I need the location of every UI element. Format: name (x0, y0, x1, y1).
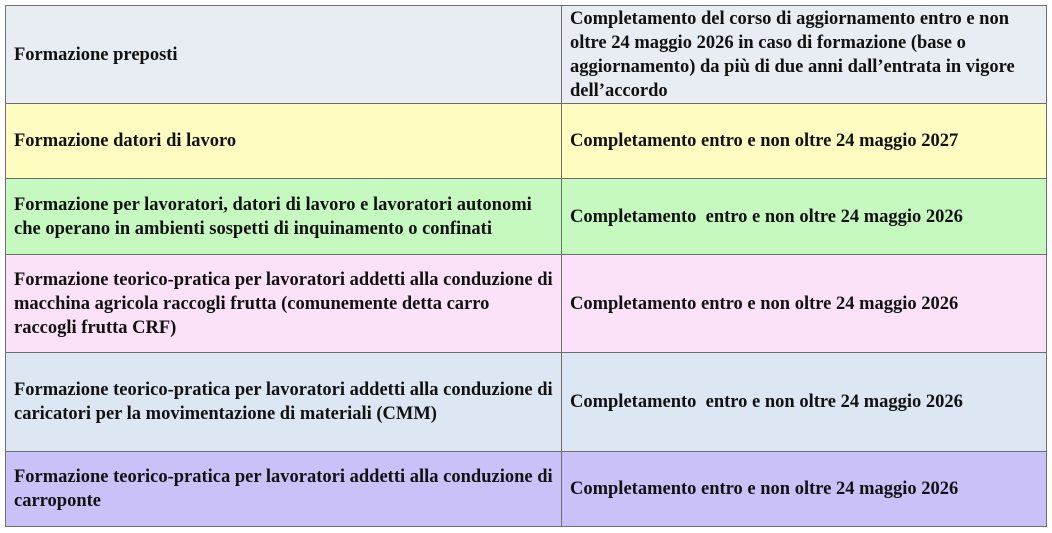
table-row (6, 179, 1047, 255)
training-topic-cell: Formazione teorico-pratica per lavoratori addetti alla conduzione di macchina agricola raccogli frutta (comunemente detta carro raccogli frutta CRF) (6, 255, 562, 353)
table-row (6, 104, 1047, 179)
deadline-cell: Completamento del corso di aggiornamento entro e non oltre 24 maggio 2026 in caso di formazione (base o aggiornamento) da più di due anni dall’entrata in vigore dell’accordo (562, 6, 1047, 104)
table-row (6, 353, 1047, 452)
training-topic-cell: Formazione preposti (6, 6, 562, 104)
training-deadlines-table (5, 5, 1047, 527)
training-topic-cell: Formazione teorico-pratica per lavoratori addetti alla conduzione di carroponte (6, 452, 562, 527)
training-topic-cell: Formazione datori di lavoro (6, 104, 562, 179)
table-row (6, 6, 1047, 104)
deadline-cell: Completamento entro e non oltre 24 maggio 2027 (562, 104, 1047, 179)
training-topic-cell: Formazione teorico-pratica per lavoratori addetti alla conduzione di caricatori per la movimentazione di materiali (CMM) (6, 353, 562, 452)
table-row (6, 255, 1047, 353)
deadline-cell: Completamento entro e non oltre 24 maggio 2026 (562, 452, 1047, 527)
table-row (6, 452, 1047, 527)
training-topic-cell: Formazione per lavoratori, datori di lavoro e lavoratori autonomi che operano in ambienti sospetti di inquinamento o confinati (6, 179, 562, 255)
deadline-cell: Completamento entro e non oltre 24 maggio 2026 (562, 179, 1047, 255)
deadline-cell: Completamento entro e non oltre 24 maggio 2026 (562, 353, 1047, 452)
deadline-cell: Completamento entro e non oltre 24 maggio 2026 (562, 255, 1047, 353)
